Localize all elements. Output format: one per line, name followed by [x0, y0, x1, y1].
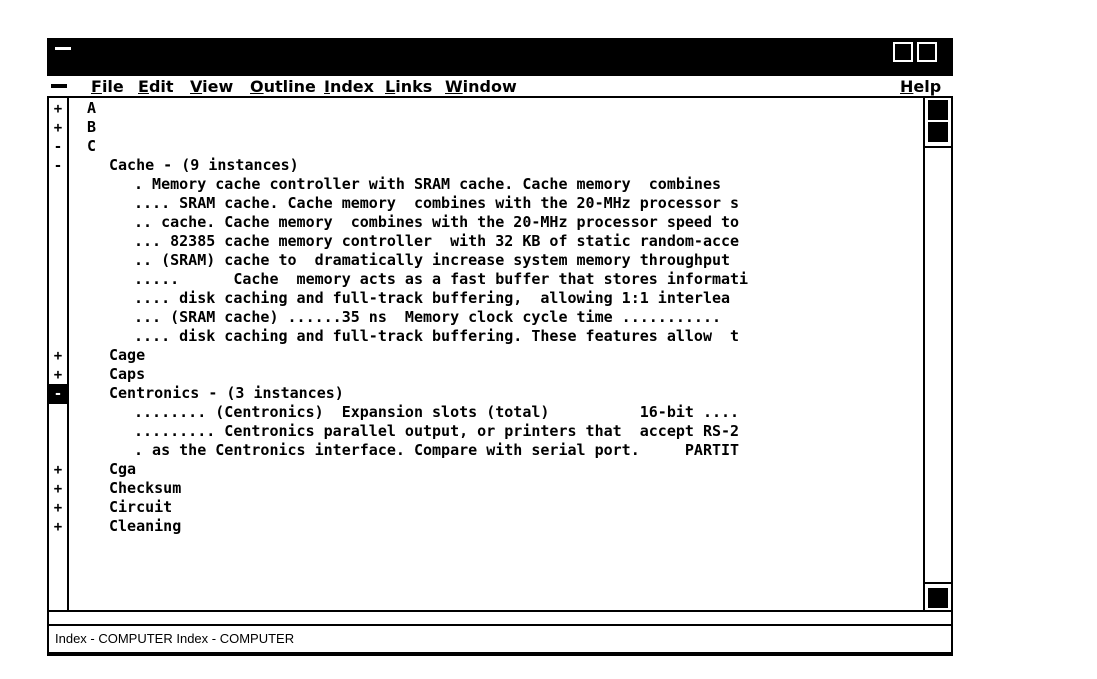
outline-heading[interactable]: Cga: [109, 460, 137, 478]
expand-icon[interactable]: +: [53, 101, 63, 117]
outline-instance[interactable]: ......... Centronics parallel output, or printers that accept RS-2: [134, 422, 740, 440]
expand-icon[interactable]: +: [53, 348, 63, 364]
outline-heading[interactable]: Cleaning: [109, 517, 182, 535]
collapse-icon[interactable]: -: [53, 139, 63, 155]
outline-heading[interactable]: Caps: [109, 365, 146, 383]
expand-icon[interactable]: +: [53, 519, 63, 535]
outline-heading[interactable]: Cage: [109, 346, 146, 364]
vertical-scrollbar[interactable]: [923, 98, 951, 610]
outline-heading[interactable]: Centronics - (3 instances): [109, 384, 344, 402]
expand-icon[interactable]: +: [53, 367, 63, 383]
outline-instance[interactable]: . Memory cache controller with SRAM cache. Cache memory combines: [134, 175, 721, 193]
outline-instance[interactable]: .... disk caching and full-track buffering. These features allow t: [134, 327, 740, 345]
outline-heading[interactable]: Cache - (9 instances): [109, 156, 299, 174]
outline-heading[interactable]: Checksum: [109, 479, 182, 497]
menu-edit[interactable]: Edit: [138, 77, 174, 96]
status-bar: [49, 624, 951, 652]
title-bar[interactable]: [47, 38, 953, 68]
menu-bar: [47, 74, 953, 98]
outline-instance[interactable]: ... (SRAM cache) ......35 ns Memory clock cycle time ...........: [134, 308, 721, 326]
outline-instance[interactable]: .. (SRAM) cache to dramatically increase system memory throughput: [134, 251, 731, 269]
outline-heading[interactable]: Circuit: [109, 498, 173, 516]
menu-links[interactable]: Links: [385, 77, 433, 96]
outline-instance[interactable]: ........ (Centronics) Expansion slots (total) 16-bit ....: [134, 403, 740, 421]
outline-instance[interactable]: ... 82385 cache memory controller with 32 KB of static random-acce: [134, 232, 740, 250]
app-window: [47, 38, 953, 656]
collapse-icon[interactable]: -: [53, 158, 63, 174]
menu-view[interactable]: View: [190, 77, 234, 96]
outline-instance[interactable]: .... disk caching and full-track buffering, allowing 1:1 interlea: [134, 289, 731, 307]
outline-instance[interactable]: .... SRAM cache. Cache memory combines with the 20-MHz processor s: [134, 194, 740, 212]
menu-index[interactable]: Index: [324, 77, 374, 96]
outline-instance[interactable]: .. cache. Cache memory combines with the 20-MHz processor speed to: [134, 213, 740, 231]
system-menu-icon[interactable]: [55, 47, 71, 50]
scroll-thumb[interactable]: [928, 122, 948, 142]
outline-gutter: [49, 98, 69, 610]
menu-help[interactable]: Help: [900, 77, 942, 96]
expand-icon[interactable]: +: [53, 481, 63, 497]
scroll-down-icon[interactable]: [928, 588, 948, 608]
menu-outline[interactable]: Outline: [250, 77, 316, 96]
outline-pane[interactable]: [49, 98, 923, 610]
outline-heading[interactable]: B: [87, 118, 97, 136]
expand-icon[interactable]: +: [53, 120, 63, 136]
collapse-icon[interactable]: -: [49, 384, 67, 404]
scroll-track[interactable]: [925, 146, 951, 584]
menu-file[interactable]: File: [91, 77, 124, 96]
menu-window[interactable]: Window: [445, 77, 517, 96]
maximize-icon[interactable]: [917, 42, 937, 62]
status-text: Index - COMPUTER Index - COMPUTER: [55, 631, 295, 646]
outline-instance[interactable]: ..... Cache memory acts as a fast buffer that stores informati: [134, 270, 749, 288]
expand-icon[interactable]: +: [53, 500, 63, 516]
document-system-menu-icon[interactable]: [51, 84, 67, 88]
outline-instance[interactable]: . as the Centronics interface. Compare with serial port. PARTIT: [134, 441, 740, 459]
horizontal-divider: [49, 610, 951, 624]
minimize-icon[interactable]: [893, 42, 913, 62]
scroll-up-icon[interactable]: [928, 100, 948, 120]
outline-heading[interactable]: A: [87, 99, 97, 117]
outline-heading[interactable]: C: [87, 137, 97, 155]
expand-icon[interactable]: +: [53, 462, 63, 478]
